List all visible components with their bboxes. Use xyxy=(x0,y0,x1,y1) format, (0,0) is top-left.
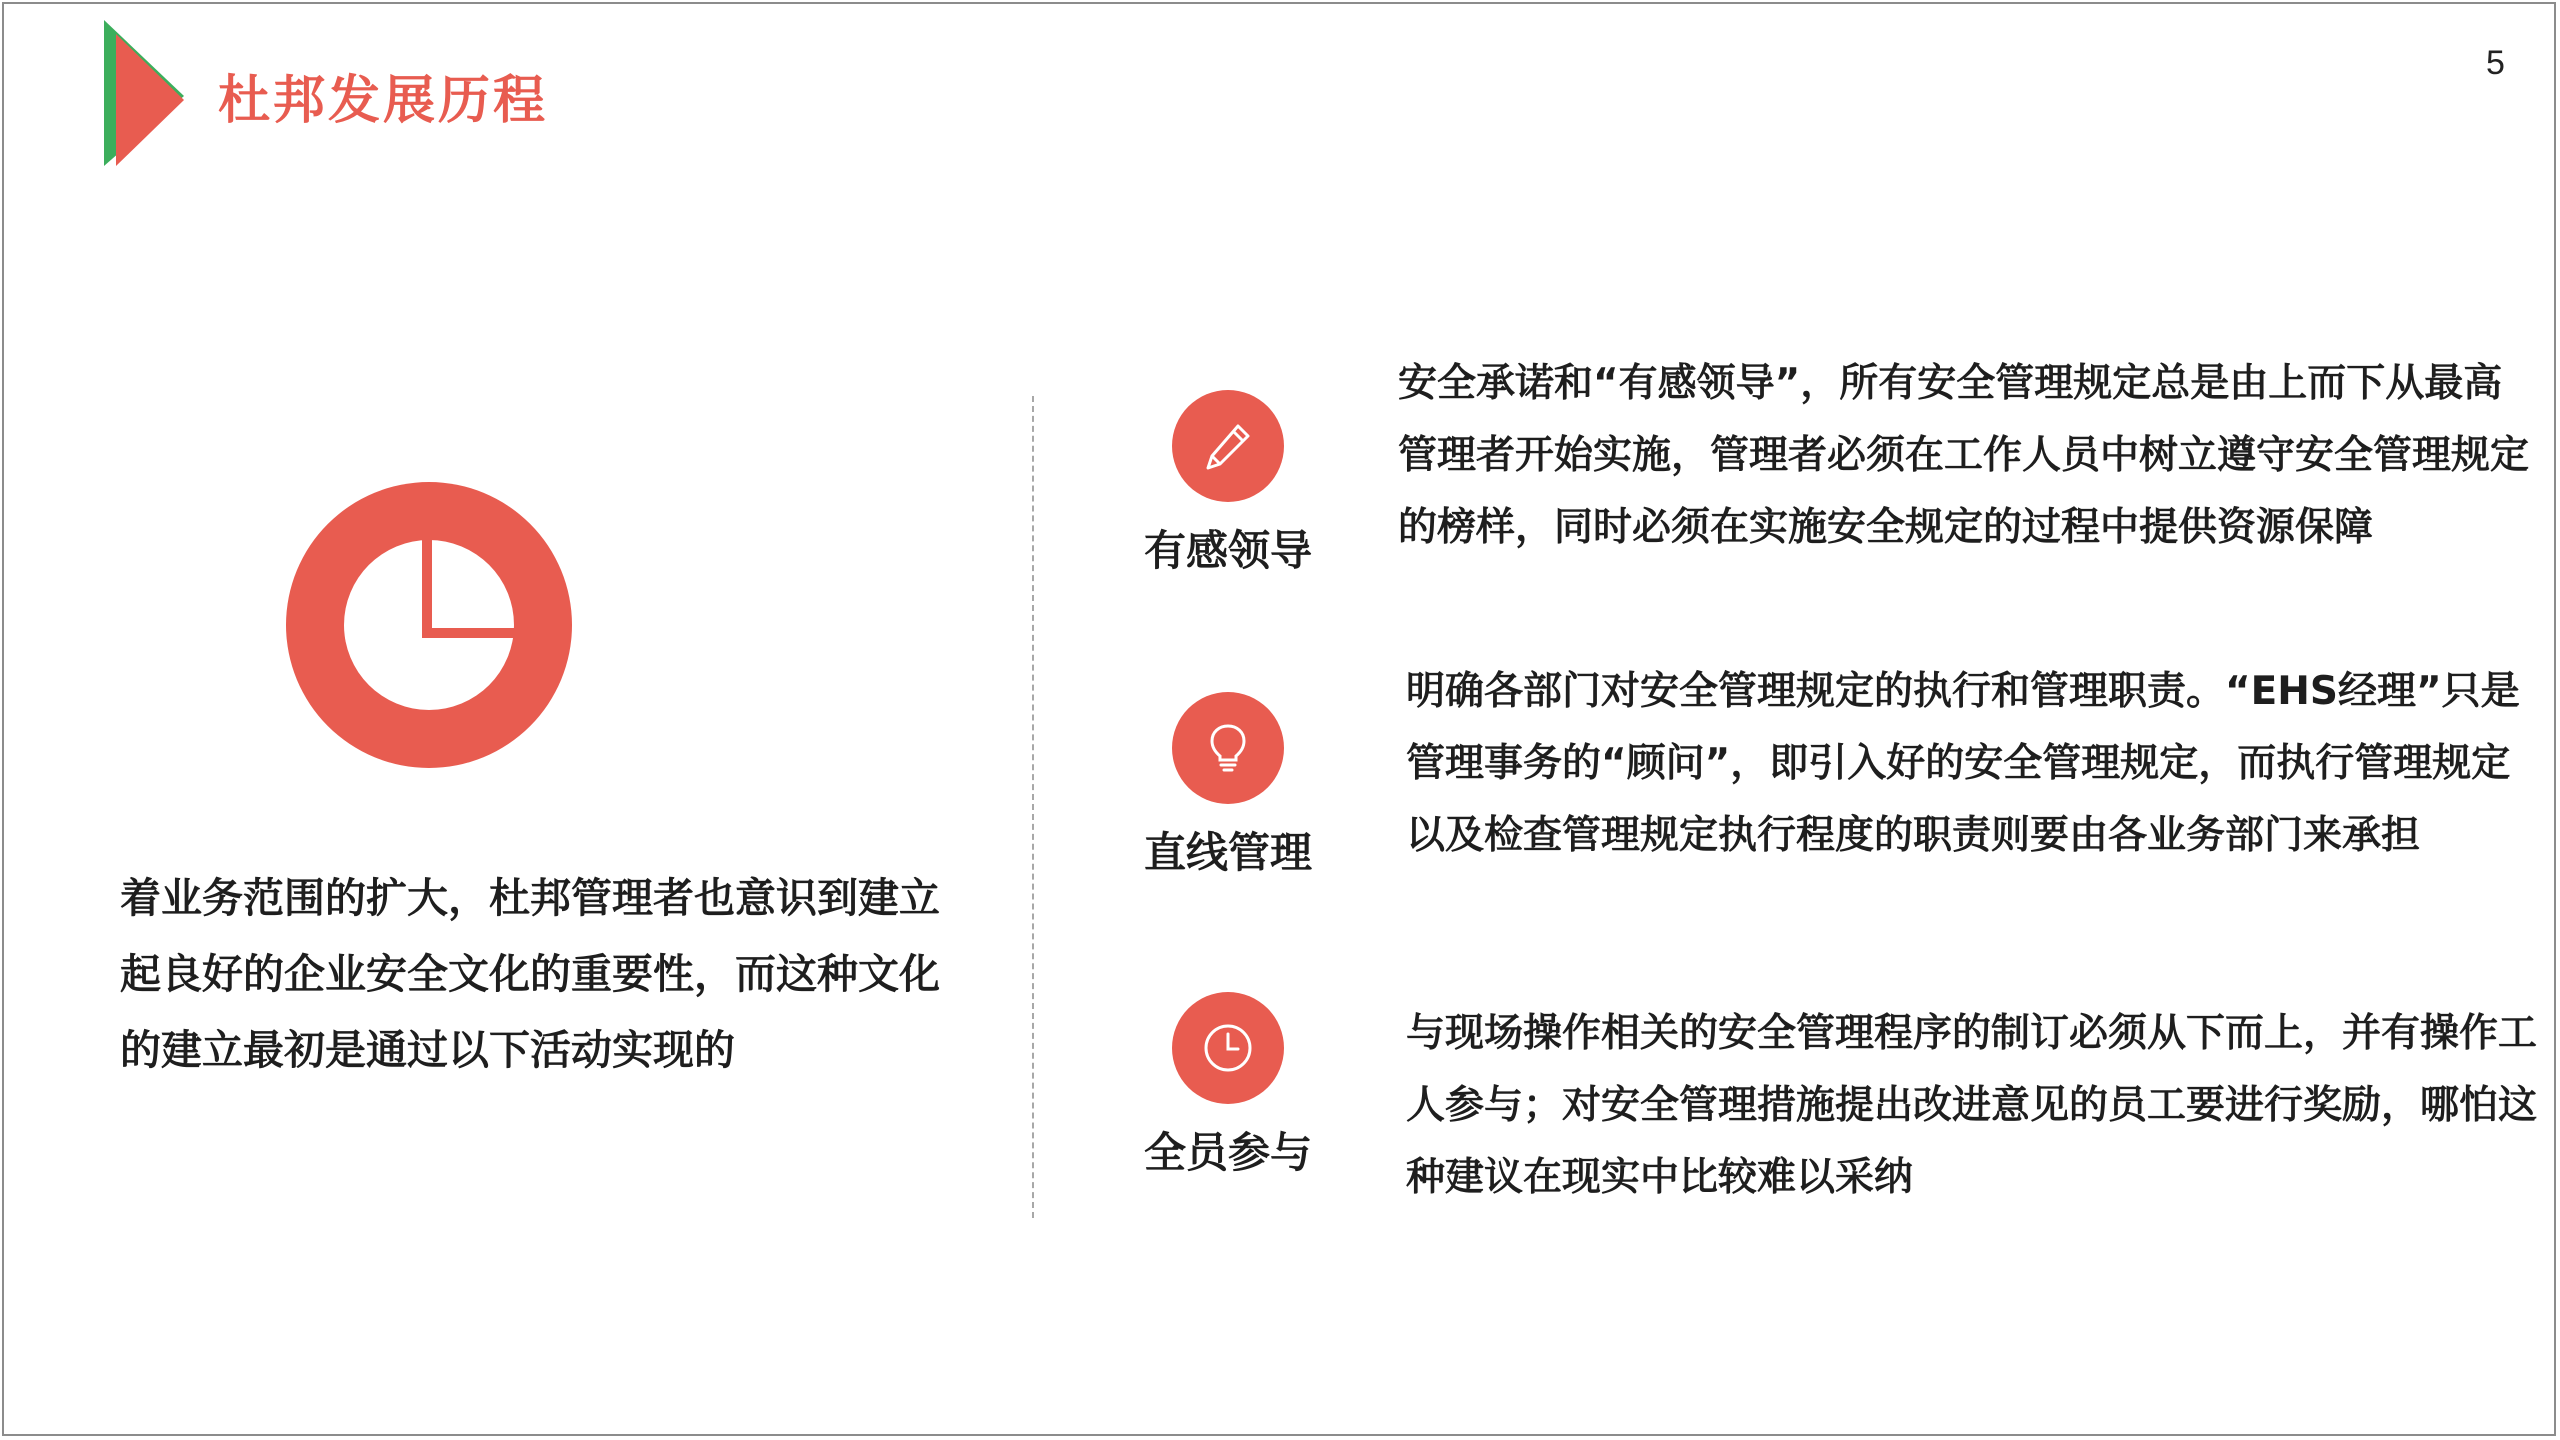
item-description: 与现场操作相关的安全管理程序的制订必须从下而上，并有操作工人参与；对安全管理措施提出改进意见的员工要进行奖励，哪怕这种建议在现实中比较难以采纳 xyxy=(1406,1011,2538,1200)
page-title: 杜邦发展历程 xyxy=(218,71,549,131)
page-number: 5 xyxy=(2486,44,2505,82)
intro-paragraph: 着业务范围的扩大，杜邦管理者也意识到建立起良好的企业安全文化的重要性，而这种文化的建立最初是通过以下活动实现的 xyxy=(120,874,940,1074)
pie-chart-icon xyxy=(286,482,572,768)
item-label: 直线管理 xyxy=(1143,828,1312,877)
logo-triangle-icon xyxy=(104,20,184,166)
pencil-icon xyxy=(1172,390,1284,502)
item-description: 明确各部门对安全管理规定的执行和管理职责。“EHS经理”只是管理事务的“顾问”，即引入好的安全管理规定，而执行管理规定以及检查管理规定执行程度的职责则要由各业务部门来承担 xyxy=(1406,669,2520,858)
item-label: 全员参与 xyxy=(1143,1128,1312,1177)
dashed-divider xyxy=(1032,396,1034,1218)
clock-icon xyxy=(1172,992,1284,1104)
item-label: 有感领导 xyxy=(1143,526,1312,575)
item-description: 安全承诺和“有感领导”，所有安全管理规定总是由上而下从最高管理者开始实施，管理者必须在工作人员中树立遵守安全管理规定的榜样，同时必须在实施安全规定的过程中提供资源保障 xyxy=(1398,361,2530,550)
lightbulb-icon xyxy=(1172,692,1284,804)
